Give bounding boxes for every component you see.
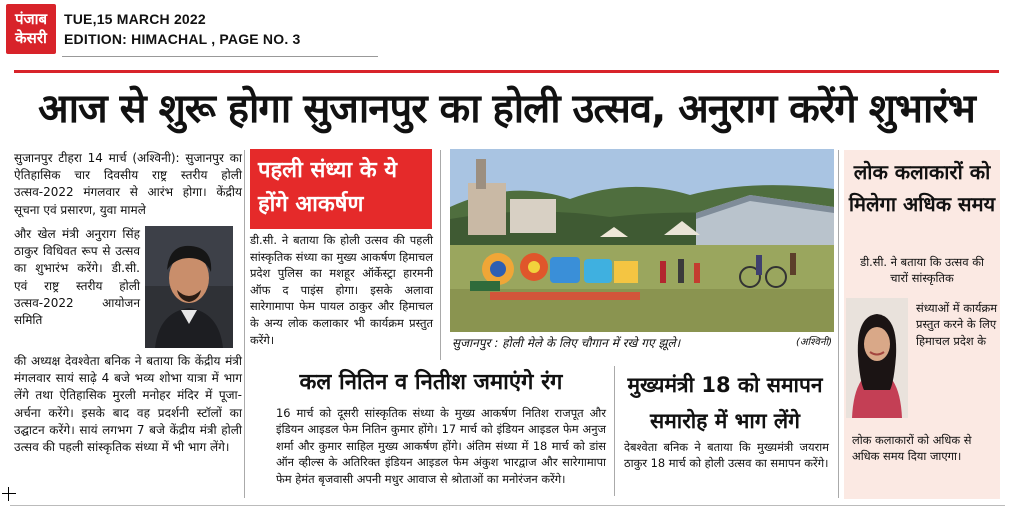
main-story-lead: सुजानपुर टीहरा 14 मार्च (अश्विनी): सुजानपुर का ऐतिहासिक चार दिवसीय राष्ट्र स्तरीय होली उत्सव-2022 मंगलवार से आरंभ होगा। केंद्रीय सूचना एवं प्रसारण, युवा मामले <box>14 151 242 217</box>
publication-date: TUE,15 MARCH 2022 <box>64 11 206 27</box>
photo-caption-text: सुजानपुर : होली मेले के लिए चौगान में रखे गए झूले। <box>452 336 681 350</box>
anurag-thakur-photo <box>145 226 233 348</box>
main-headline: आज से शुरू होगा सुजानपुर का होली उत्सव, अनुराग करेंगे शुभारंभ <box>38 86 975 132</box>
photo-caption <box>452 334 832 352</box>
sidebar-heading: लोक कलाकारों को मिलेगा अधिक समय <box>848 160 996 216</box>
photo-credit: (अश्विनी) <box>796 337 832 348</box>
woman-portrait-icon <box>846 298 908 418</box>
first-evening-body: डी.सी. ने बताया कि होली उत्सव की पहली सांस्कृतिक संध्या का मुख्य आकर्षण हिमाचल प्रदेश पुलिस का मशहूर ऑर्केस्ट्रा हारमनी ऑफ द पाइंस होगा। इसके अलावा सारेगामापा फेम पायल ठाकुर और हिमाचल के अन्य लोक कलाकार भी कार्यक्रम प्रस्तुत करेंगे। <box>250 233 433 347</box>
sidebar-body-wrap: संध्याओं में कार्यक्रम प्रस्तुत करने के लिए हिमाचल प्रदेश के <box>916 301 998 348</box>
kal-story-heading: कल नितिन व नितीश जमाएंगे रंग <box>299 370 563 395</box>
page-bottom-rule <box>10 505 1005 506</box>
first-evening-heading: पहली संध्या के ये होंगे आकर्षण <box>250 149 432 229</box>
punjab-kesari-logo <box>6 4 56 54</box>
logo-line-2: केसरी <box>15 29 47 47</box>
sidebar-body-low: लोक कलाकारों को अधिक से अधिक समय दिया जाएगा। <box>852 433 972 464</box>
edition-info: EDITION: HIMACHAL , PAGE NO. 3 <box>64 31 301 47</box>
column-divider-3 <box>614 366 615 496</box>
meta-divider <box>62 56 378 57</box>
cm-story-heading: मुख्यमंत्री 18 को समापन समारोह में भाग लेंगे <box>627 373 823 433</box>
main-story-body: की अध्यक्ष देवश्वेता बनिक ने बताया कि केंद्रीय मंत्री मंगलवार सायं साढ़े 4 बजे भव्य शोभा यात्रा में भाग लेंगे तथा ऐतिहासिक मुरली मनोहर मंदिर में पूजा-अर्चना करेंगे। इसके बाद वह प्रदर्शनी स्टॉलों का उद्घाटन करेंगे। सायं लगभग 7 बजे केंद्रीय मंत्री होली उत्सव की पहली सांस्कृतिक संध्या में भी भाग लेंगे। <box>14 354 242 455</box>
cm-story-body: देबश्वेता बनिक ने बताया कि मुख्यमंत्री जयराम ठाकुर 18 मार्च को होली उत्सव का समापन करेंगे। <box>624 440 829 471</box>
kal-story <box>250 365 612 495</box>
column-divider-1 <box>244 150 245 498</box>
headline-top-rule <box>14 70 999 73</box>
column-divider-4 <box>838 150 839 498</box>
holi-fair-ground-photo <box>450 149 834 332</box>
column-divider-2 <box>440 150 441 360</box>
fairground-scene-icon <box>450 149 834 332</box>
edition-meta <box>64 9 301 49</box>
folk-artists-sidebar <box>844 150 1000 499</box>
person-portrait-icon <box>145 226 233 348</box>
cm-story <box>618 365 832 495</box>
logo-line-1: पंजाब <box>14 10 48 28</box>
kal-story-body: 16 मार्च को दूसरी सांस्कृतिक संध्या के मुख्य आकर्षण नितिश राजपूत और इंडियन आइडल फेम नितिन कुमार होंगे। 17 मार्च को इंडियन आइडल फेम अनुज शर्मा और कुमार साहिल मुख्य आकर्षण होंगे। अंतिम संध्या में 18 मार्च को डांस ऑन व्हील्स के अतिरिक्त इंडियन आइडल फेम अंकुश भारद्वाज और सारेगामापा फेम हेमंत बृजवासी अपनी मधुर आवाज से श्रोताओं का मनोरंजन करेंगे। <box>276 406 606 486</box>
crop-mark-icon <box>2 487 16 501</box>
sidebar-body-top: डी.सी. ने बताया कि उत्सव की चारों सांस्कृतिक <box>860 255 984 286</box>
folk-artist-photo <box>846 298 908 418</box>
main-story-wrap: और खेल मंत्री अनुराग सिंह ठाकुर विधिवत रूप से उत्सव का शुभारंभ करेंगे। डी.सी. एवं राष्ट्र स्तरीय होली उत्सव-2022 आयोजन समिति <box>14 227 140 328</box>
